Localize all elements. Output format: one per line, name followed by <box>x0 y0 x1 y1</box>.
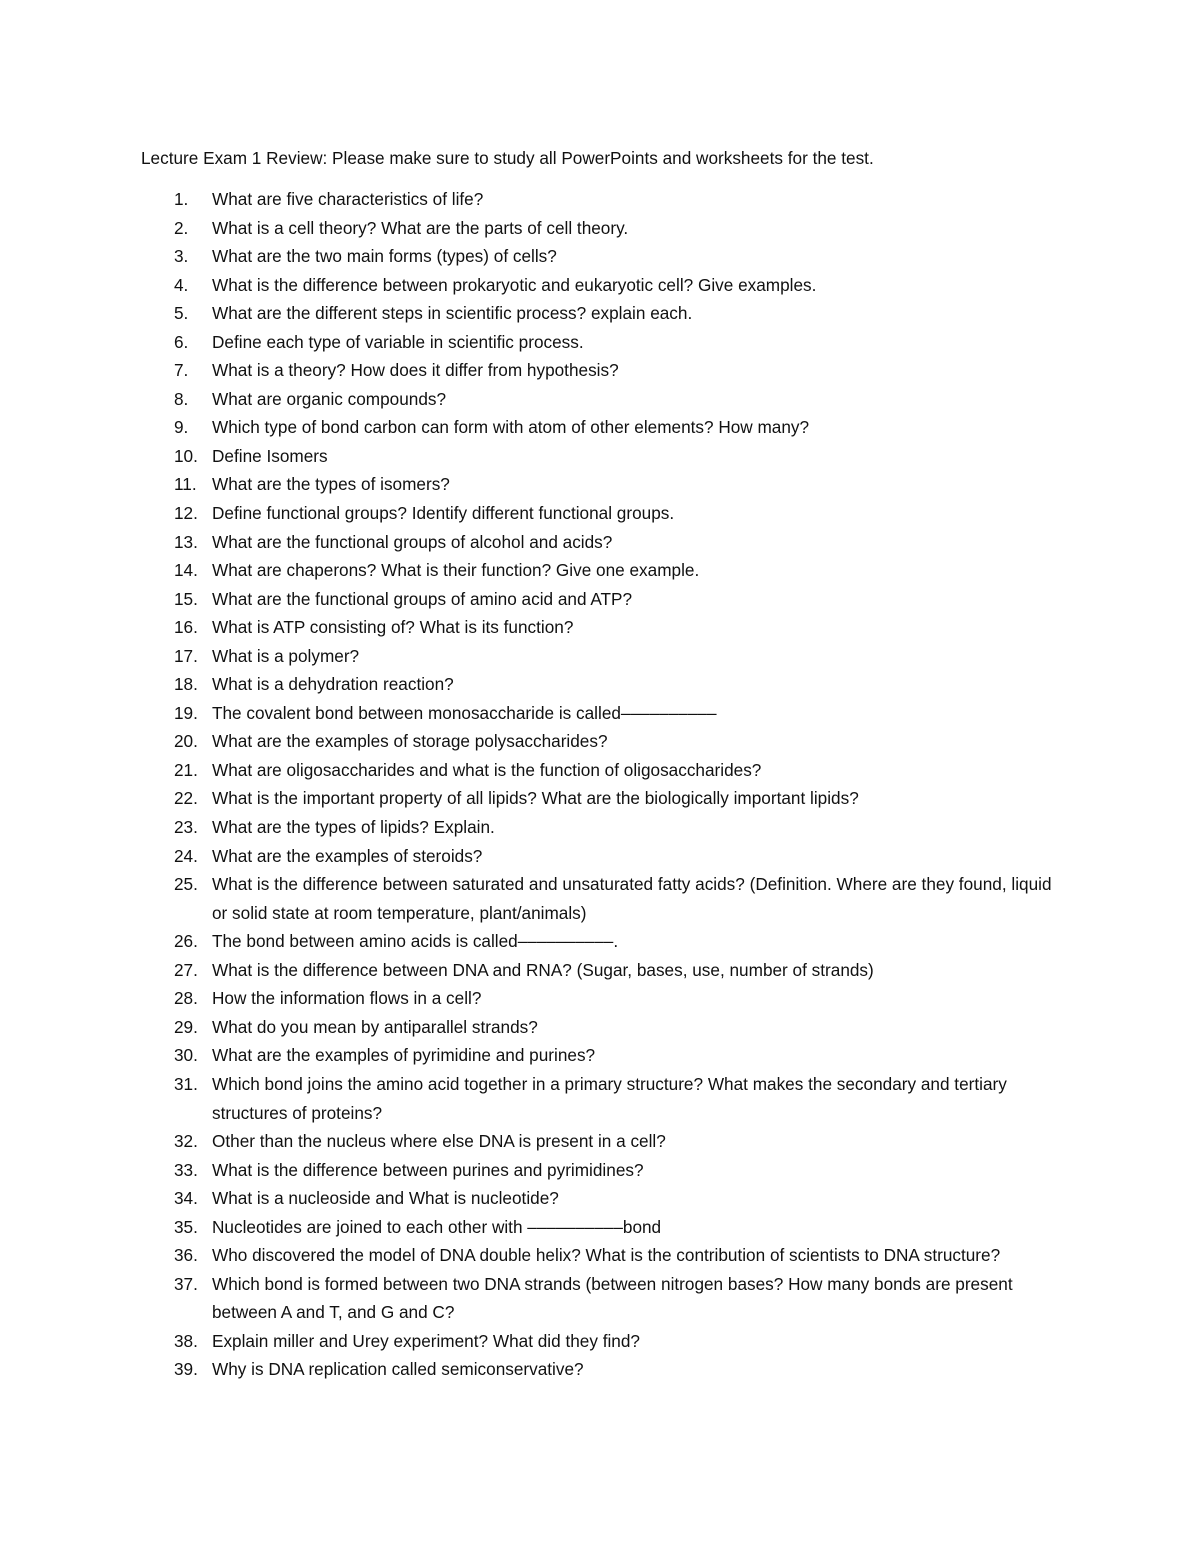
question-number: 22. <box>174 788 198 809</box>
question-number: 37. <box>174 1273 198 1294</box>
question-number: 14. <box>174 560 198 581</box>
question-text: What are the examples of storage polysaccharides? <box>212 731 608 752</box>
question-text: Who discovered the model of DNA double helix? What is the contribution of scientists to DNA structure? <box>212 1245 1001 1266</box>
question-item <box>0 870 1052 927</box>
question-number: 24. <box>174 845 198 866</box>
question-item <box>0 1241 1052 1270</box>
question-number: 35. <box>174 1216 198 1237</box>
question-text: What are the examples of steroids? <box>212 845 483 866</box>
question-text: What is ATP consisting of? What is its function? <box>212 617 574 638</box>
question-item <box>0 328 1052 357</box>
question-item <box>0 271 1052 300</box>
question-text: The bond between amino acids is called––––––––––. <box>212 931 619 952</box>
question-item <box>0 1013 1052 1042</box>
question-number: 8. <box>174 388 189 409</box>
question-number: 4. <box>174 274 189 295</box>
question-text: What are the functional groups of alcohol and acids? <box>212 531 613 552</box>
question-text: What is the important property of all lipids? What are the biologically important lipids? <box>212 788 859 809</box>
question-item <box>0 556 1052 585</box>
question-text: What is a cell theory? What are the parts of cell theory. <box>212 217 629 238</box>
question-item <box>0 784 1052 813</box>
question-item <box>0 1127 1052 1156</box>
question-item <box>0 927 1052 956</box>
question-item <box>0 528 1052 557</box>
question-number: 31. <box>174 1073 198 1094</box>
question-item <box>0 185 1052 214</box>
question-text: Define each type of variable in scientific process. <box>212 331 584 352</box>
question-list <box>0 185 1200 1384</box>
question-number: 1. <box>174 189 189 209</box>
question-number: 33. <box>174 1159 198 1180</box>
question-number: 7. <box>174 360 189 381</box>
question-text: Which bond joins the amino acid together in a primary structure? What makes the secondary and tertiary structures of proteins? <box>212 1073 1007 1123</box>
question-text: What are the functional groups of amino acid and ATP? <box>212 588 633 609</box>
question-text: What is the difference between purines and pyrimidines? <box>212 1159 644 1180</box>
question-text: What is a theory? How does it differ from hypothesis? <box>212 360 619 381</box>
question-number: 27. <box>174 959 198 980</box>
question-number: 2. <box>174 217 189 238</box>
question-text: The covalent bond between monosaccharide is called–––––––––– <box>212 702 717 723</box>
question-item <box>0 1213 1052 1242</box>
question-item <box>0 813 1052 842</box>
question-number: 28. <box>174 988 198 1009</box>
question-number: 6. <box>174 331 189 352</box>
question-text: Why is DNA replication called semiconservative? <box>212 1359 584 1380</box>
question-item <box>0 242 1052 271</box>
question-text: Other than the nucleus where else DNA is present in a cell? <box>212 1131 666 1152</box>
question-item <box>0 442 1052 471</box>
question-item <box>0 356 1052 385</box>
question-number: 17. <box>174 645 198 666</box>
question-text: Define Isomers <box>212 445 328 466</box>
question-number: 12. <box>174 503 198 524</box>
question-number: 5. <box>174 303 189 324</box>
question-text: What is the difference between prokaryotic and eukaryotic cell? Give examples. <box>212 274 817 295</box>
question-item <box>0 956 1052 985</box>
question-text: How the information flows in a cell? <box>212 988 482 1009</box>
question-item <box>0 1270 1052 1327</box>
question-text: What is a nucleoside and What is nucleotide? <box>212 1188 559 1209</box>
question-text: What is the difference between DNA and RNA? (Sugar, bases, use, number of strands) <box>212 959 874 980</box>
question-number: 20. <box>174 731 198 752</box>
question-number: 16. <box>174 617 198 638</box>
question-text: What are the types of isomers? <box>212 474 450 495</box>
question-number: 34. <box>174 1188 198 1209</box>
question-item <box>0 413 1052 442</box>
question-text: What do you mean by antiparallel strands? <box>212 1016 538 1037</box>
question-item <box>0 1355 1052 1384</box>
question-text: What are the different steps in scientific process? explain each. <box>212 303 693 324</box>
question-number: 13. <box>174 531 198 552</box>
question-text: What are the examples of pyrimidine and purines? <box>212 1045 596 1066</box>
question-item <box>0 214 1052 243</box>
question-number: 18. <box>174 674 198 695</box>
question-item <box>0 1070 1052 1127</box>
question-text: Explain miller and Urey experiment? What did they find? <box>212 1330 640 1351</box>
question-text: Nucleotides are joined to each other with ––––––––––bond <box>212 1216 662 1237</box>
question-text: What are oligosaccharides and what is the function of oligosaccharides? <box>212 759 762 780</box>
question-number: 38. <box>174 1330 198 1351</box>
question-number: 11. <box>174 474 197 495</box>
question-text: What are five characteristics of life? <box>212 189 484 209</box>
question-item <box>0 670 1052 699</box>
question-item <box>0 499 1052 528</box>
question-number: 15. <box>174 588 198 609</box>
question-number: 21. <box>174 759 198 780</box>
question-item <box>0 1041 1052 1070</box>
question-item <box>0 385 1052 414</box>
question-number: 32. <box>174 1131 198 1152</box>
question-text: What are organic compounds? <box>212 388 447 409</box>
question-item <box>0 299 1052 328</box>
question-text: What are the two main forms (types) of cells? <box>212 246 557 267</box>
question-number: 3. <box>174 246 189 267</box>
question-number: 25. <box>174 874 198 895</box>
question-text: Which bond is formed between two DNA strands (between nitrogen bases? How many bonds are present between A and T, and G and C? <box>212 1273 1013 1323</box>
question-item <box>0 842 1052 871</box>
question-item <box>0 642 1052 671</box>
question-text: Which type of bond carbon can form with atom of other elements? How many? <box>212 417 810 438</box>
question-item <box>0 699 1052 728</box>
question-number: 30. <box>174 1045 198 1066</box>
question-number: 26. <box>174 931 198 952</box>
question-item <box>0 1156 1052 1185</box>
question-number: 19. <box>174 702 198 723</box>
question-number: 36. <box>174 1245 198 1266</box>
question-item <box>0 1184 1052 1213</box>
question-text: What is a dehydration reaction? <box>212 674 454 695</box>
question-number: 10. <box>174 445 198 466</box>
question-text: What is the difference between saturated and unsaturated fatty acids? (Definition. Where are they found, liquid or solid state at room temperature, plant/animals) <box>212 874 1052 923</box>
question-item <box>0 613 1052 642</box>
document-heading: Lecture Exam 1 Review: Please make sure to study all PowerPoints and worksheets for the test. <box>141 148 874 168</box>
question-text: What are the types of lipids? Explain. <box>212 817 495 838</box>
question-item <box>0 585 1052 614</box>
question-item <box>0 984 1052 1013</box>
question-text: What is a polymer? <box>212 645 360 666</box>
question-number: 39. <box>174 1359 198 1380</box>
question-text: Define functional groups? Identify different functional groups. <box>212 503 675 524</box>
question-item <box>0 470 1052 499</box>
question-number: 29. <box>174 1016 198 1037</box>
question-text: What are chaperons? What is their function? Give one example. <box>212 560 700 581</box>
question-item <box>0 1327 1052 1356</box>
question-item <box>0 756 1052 785</box>
question-number: 23. <box>174 817 198 838</box>
question-item <box>0 727 1052 756</box>
question-number: 9. <box>174 417 189 438</box>
